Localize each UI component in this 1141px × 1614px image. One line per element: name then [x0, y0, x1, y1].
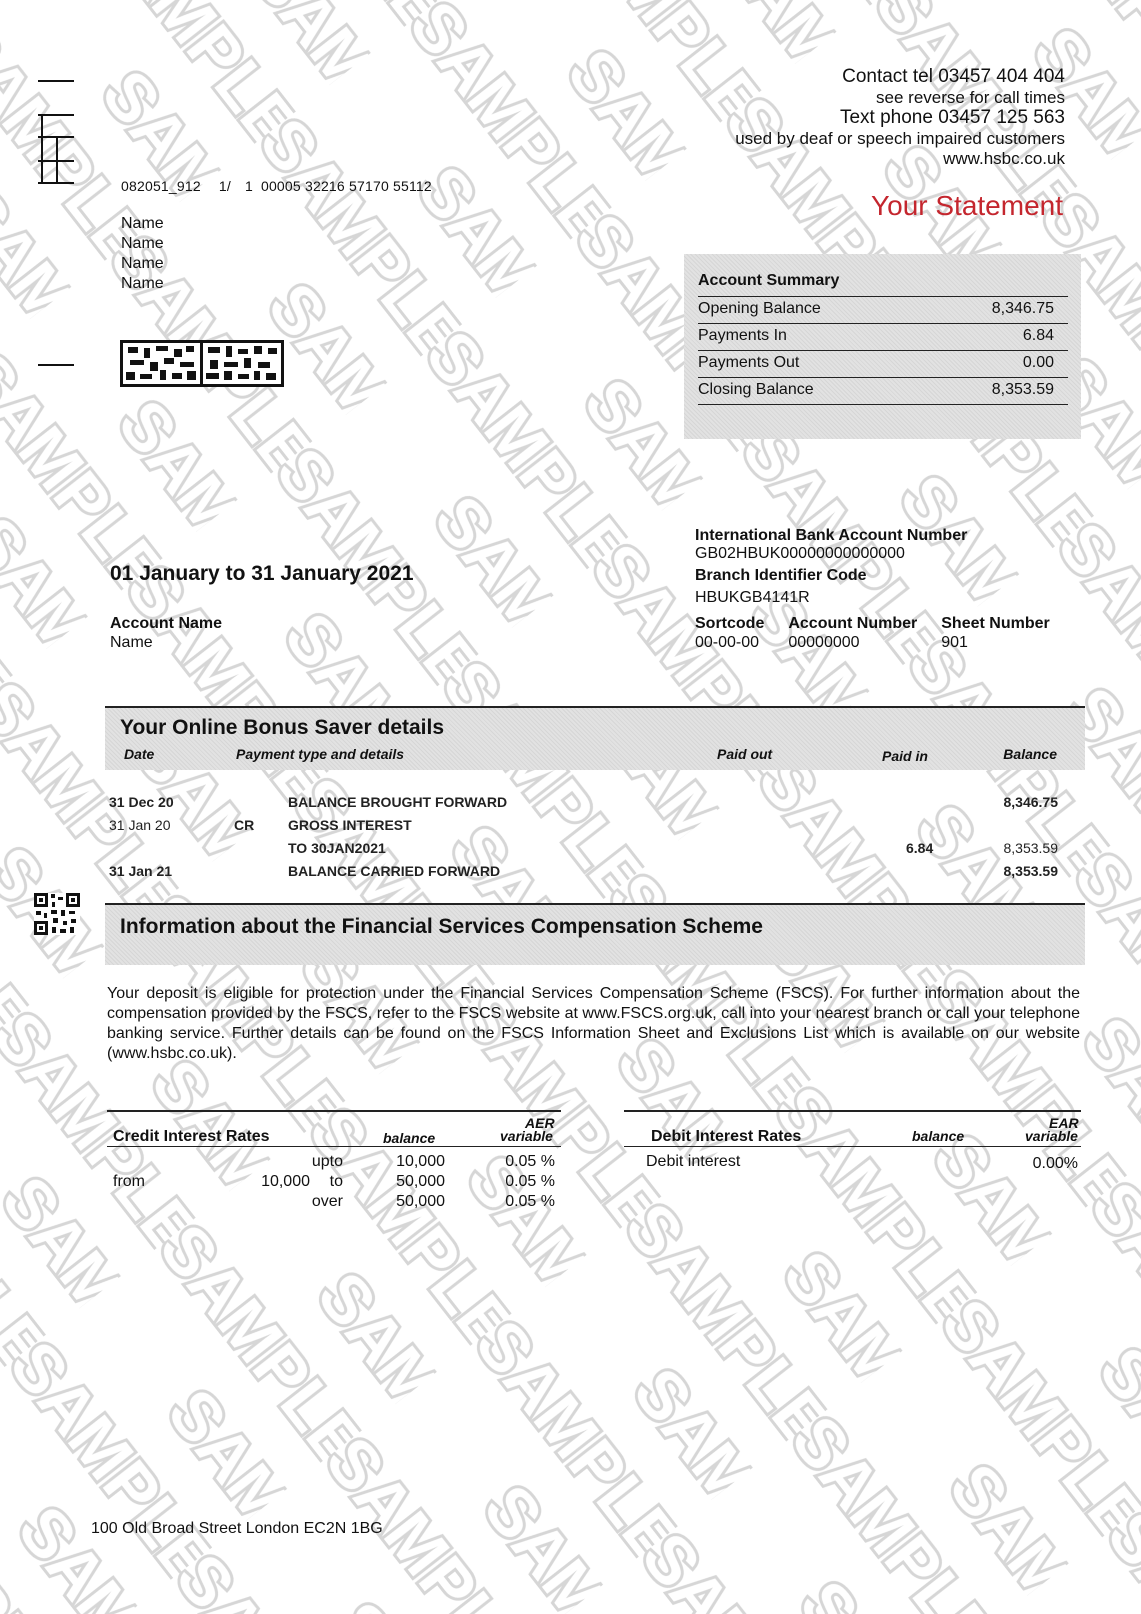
tx-date: 31 Jan 21 — [109, 863, 173, 879]
debit-row-label: Debit interest — [646, 1153, 741, 1170]
bank-identifiers — [695, 527, 967, 607]
text-phone-note: used by deaf or speech impaired customers — [735, 129, 1065, 149]
fscs-header — [105, 903, 1085, 965]
sortcode-label: Sortcode — [695, 615, 765, 632]
contact-call-times: see reverse for call times — [876, 87, 1065, 107]
debit-col-ear: EAR — [1049, 1115, 1079, 1131]
fscs-title: Information about the Financial Services Compensation Scheme — [120, 915, 763, 938]
credit-row-word: to — [329, 1173, 343, 1190]
saver-details-header — [105, 706, 1085, 770]
credit-row-rate: 0.05 % — [505, 1193, 555, 1210]
fscs-body: Your deposit is eligible for protection under the Financial Services Compensation Scheme (FSCS). For further information about the compensation provided by the FSCS, refer to the FSCS website at www.FSCS.org.uk, call into your nearest branch or call your telephone banking service. Further details can be found on the FSCS Information Sheet and Exclusions List which is available on our website (www.hsbc.co.uk). — [107, 985, 1080, 1062]
credit-row-balance: 50,000 — [396, 1173, 445, 1190]
margin-mark — [38, 80, 74, 82]
tx-type: CR — [234, 817, 255, 833]
address-line: Name — [121, 235, 164, 252]
tx-date: 31 Jan 20 — [109, 817, 171, 833]
credit-col-variable: variable — [500, 1128, 553, 1144]
account-summary-box — [684, 254, 1081, 439]
credit-row-rate: 0.05 % — [505, 1173, 555, 1190]
debit-col-variable: variable — [1025, 1128, 1078, 1144]
credit-rates-title: Credit Interest Rates — [113, 1128, 270, 1145]
text-phone: Text phone 03457 125 563 — [839, 107, 1065, 129]
col-paid-in: Paid in — [882, 748, 928, 764]
summary-label: Payments In — [698, 327, 787, 344]
tx-balance: 8,346.75 — [1003, 794, 1058, 810]
credit-row-from: 10,000 — [261, 1173, 310, 1190]
account-codes — [695, 614, 1050, 652]
margin-mark — [56, 138, 58, 182]
footer-address: 100 Old Broad Street London EC2N 1BG — [91, 1520, 383, 1537]
summary-label: Opening Balance — [698, 300, 821, 317]
debit-col-balance: balance — [912, 1128, 965, 1144]
address-line: Name — [121, 215, 164, 232]
credit-col-balance: balance — [383, 1130, 436, 1146]
saver-details-title: Your Online Bonus Saver details — [120, 716, 445, 739]
col-paid-out: Paid out — [717, 746, 773, 762]
col-balance: Balance — [1003, 746, 1057, 762]
summary-row — [698, 296, 1068, 323]
account-name-block — [110, 614, 222, 652]
credit-row-rate: 0.05 % — [505, 1153, 555, 1170]
tx-details: BALANCE BROUGHT FORWARD — [288, 794, 508, 810]
credit-rates-top-rule — [107, 1110, 561, 1112]
tx-balance: 8,353.59 — [1003, 863, 1058, 879]
col-payment-type: Payment type and details — [236, 746, 405, 762]
debit-rates-title: Debit Interest Rates — [651, 1128, 802, 1145]
debit-rates-rule — [624, 1146, 1081, 1147]
account-number-label: Account Number — [788, 615, 918, 632]
debit-rates-top-rule — [624, 1110, 1081, 1112]
iban-value: GB02HBUK00000000000000 — [695, 545, 905, 562]
bic-value: HBUKGB4141R — [695, 589, 810, 606]
account-number-value: 00000000 — [788, 634, 860, 651]
summary-value: 8,346.75 — [991, 300, 1054, 317]
tx-details: TO 30JAN2021 — [288, 840, 386, 856]
summary-label: Closing Balance — [698, 381, 814, 398]
bic-label: Branch Identifier Code — [695, 567, 867, 584]
col-date: Date — [124, 746, 155, 762]
summary-value: 6.84 — [1022, 327, 1054, 344]
contact-block — [735, 66, 1065, 168]
credit-row-prefix: from — [113, 1173, 145, 1190]
tx-paid-in: 6.84 — [906, 840, 934, 856]
margin-mark — [38, 182, 74, 184]
sortcode-value: 00-00-00 — [695, 634, 760, 651]
reference-line — [121, 178, 450, 194]
address-line: Name — [121, 275, 164, 292]
summary-value: 0.00 — [1022, 354, 1054, 371]
reference-digits: 00005 32216 57170 55112 — [260, 178, 432, 194]
margin-mark — [38, 364, 74, 366]
credit-row-balance: 50,000 — [396, 1193, 445, 1210]
customer-address — [121, 214, 164, 294]
account-name-value: Name — [110, 634, 153, 651]
credit-row-word: over — [311, 1193, 343, 1210]
account-number-block — [788, 614, 917, 652]
margin-mark — [41, 116, 43, 182]
tx-date: 31 Dec 20 — [109, 794, 174, 810]
contact-tel: Contact tel 03457 404 404 — [842, 66, 1065, 87]
summary-row — [698, 377, 1068, 405]
reference-num: 1 — [244, 178, 253, 194]
sortcode-block — [695, 614, 764, 652]
sheet-number-block — [941, 614, 1049, 652]
tx-details: BALANCE CARRIED FORWARD — [288, 863, 501, 879]
reference-code: 082051_912 — [121, 178, 201, 194]
sheet-number-value: 901 — [941, 634, 968, 651]
summary-row — [698, 323, 1068, 350]
statement-period: 01 January to 31 January 2021 — [110, 562, 414, 585]
qr-code — [34, 893, 80, 935]
credit-rates-rule — [107, 1146, 561, 1147]
tx-balance: 8,353.59 — [1003, 840, 1058, 856]
credit-col-aer: AER — [525, 1115, 555, 1131]
tx-details: GROSS INTEREST — [288, 817, 412, 833]
credit-row-word: upto — [311, 1153, 343, 1170]
iban-label: International Bank Account Number — [695, 527, 968, 544]
margin-mark — [38, 114, 74, 116]
website-link[interactable]: www.hsbc.co.uk — [943, 148, 1065, 168]
statement-title: Your Statement — [871, 190, 1063, 221]
debit-row-rate: 0.00% — [1032, 1155, 1078, 1172]
credit-row-balance: 10,000 — [396, 1153, 445, 1170]
summary-label: Payments Out — [698, 354, 800, 371]
datamatrix-barcode — [120, 340, 284, 387]
account-name-label: Account Name — [110, 615, 223, 632]
summary-value: 8,353.59 — [991, 381, 1054, 398]
address-line: Name — [121, 255, 164, 272]
account-summary-title: Account Summary — [698, 272, 840, 289]
sheet-number-label: Sheet Number — [941, 615, 1050, 632]
reference-page: 1/ — [218, 178, 231, 194]
summary-row — [698, 350, 1068, 377]
